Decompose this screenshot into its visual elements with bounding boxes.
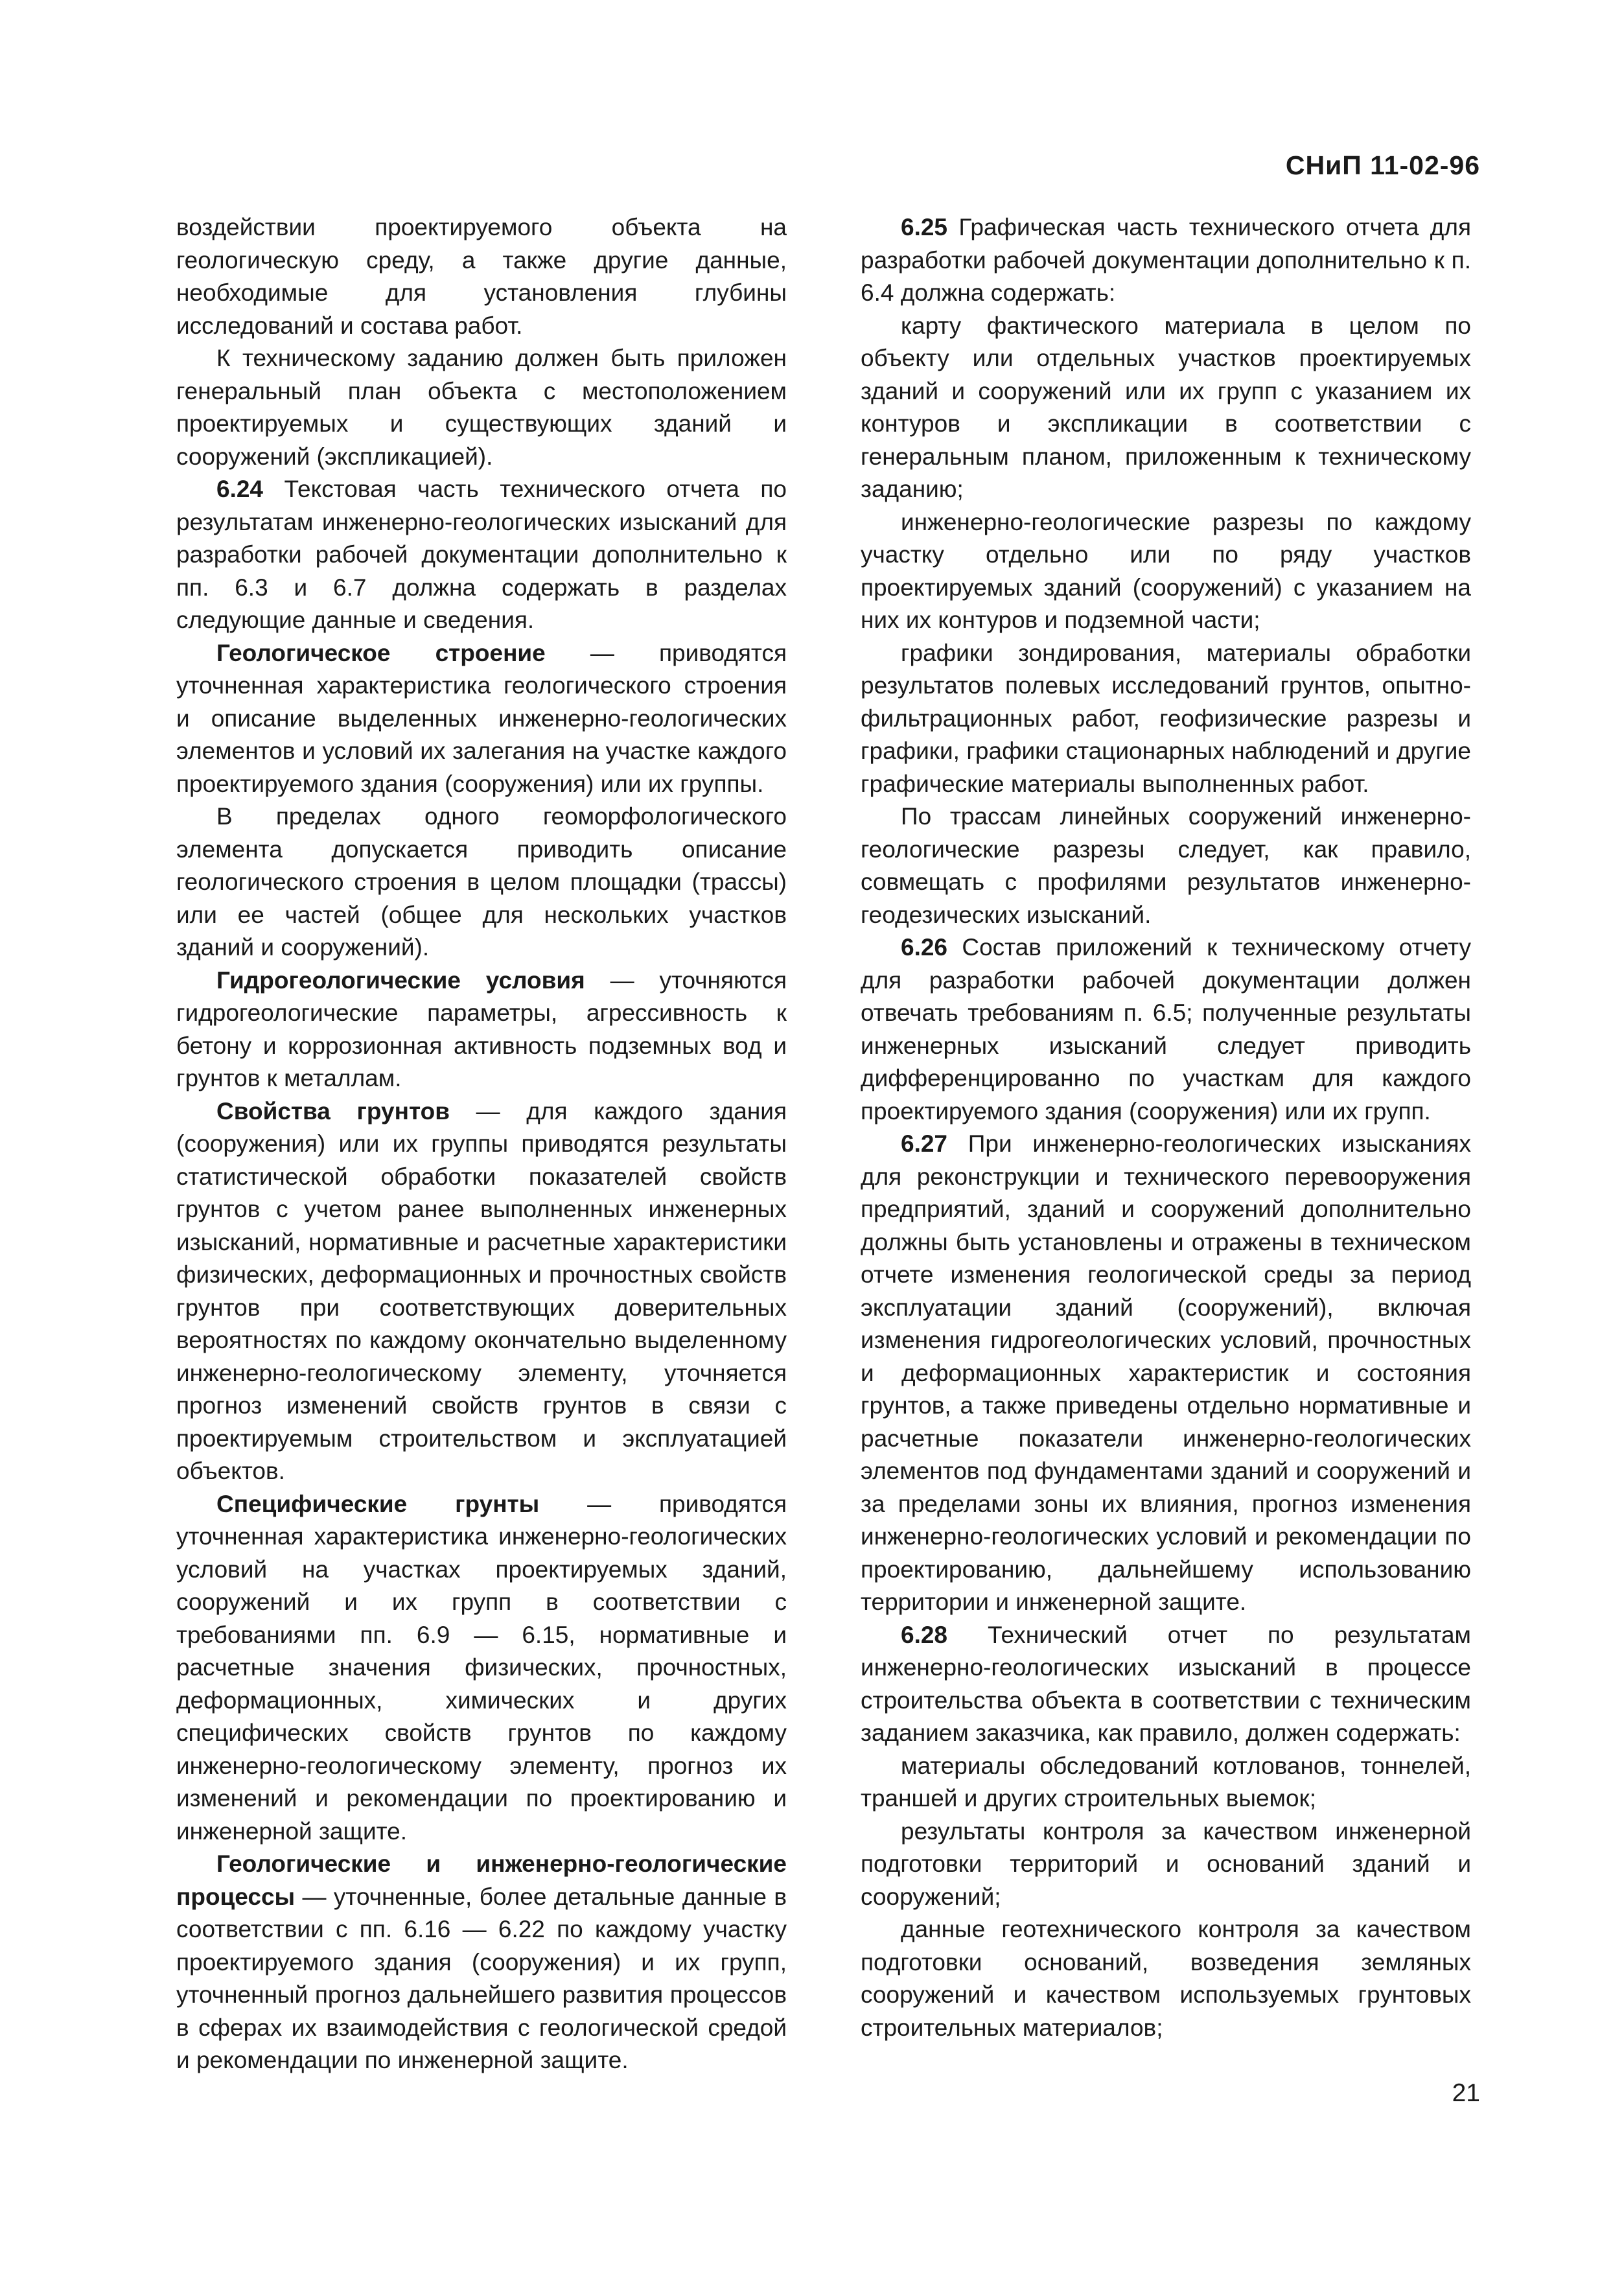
- clause-number: 6.25: [901, 214, 948, 240]
- paragraph: воздействии проектируемого объекта на геологическую среду, а также другие данные, необходимые для установления глубины исследований и состава работ.: [176, 214, 787, 339]
- left-column: [176, 211, 787, 2077]
- clause-number: 6.26: [901, 934, 948, 961]
- paragraph: По трассам линейных сооружений инженерно-геологические разрезы следует, как правило, совмещать с профилями результатов инженерно-геодезических изысканий.: [861, 803, 1471, 928]
- clause-6-28: 6.28 Технический отчет по результатам инженерно-геологических изысканий в процессе строительства объекта в соответствии с техническим заданием заказчика, как правило, должен содержать:: [861, 1621, 1471, 1746]
- list-item: результаты контроля за качеством инженерной подготовки территорий и оснований зданий и сооружений;: [861, 1817, 1471, 1910]
- list-item: данные геотехнического контроля за качеством подготовки оснований, возведения земляных сооружений и качеством используемых грунтовых строительных материалов;: [861, 1916, 1471, 2041]
- page-number: 21: [1452, 2079, 1480, 2107]
- clause-6-25: 6.25 Графическая часть технического отчета для разработки рабочей документации дополнительно к п. 6.4 должна содержать:: [861, 214, 1471, 306]
- paragraph: К техническому заданию должен быть приложен генеральный план объекта с местоположением проектируемых и существующих зданий и сооружений (экспликацией).: [176, 345, 787, 470]
- paragraph: В пределах одного геоморфологического элемента допускается приводить описание геологического строения в целом площадки (трассы) или ее частей (общее для нескольких участков зданий и сооружений).: [176, 803, 787, 961]
- clause-number: 6.24: [216, 476, 264, 502]
- section-heading: Геологическое строение: [216, 639, 546, 666]
- section-geological-processes: Геологические и инженерно-геологические процессы — уточненные, более детальные данные в соответствии с пп. 6.16 — 6.22 по каждому участку проектируемого здания (сооружения) и их групп, уточненный прогноз дальнейшего развития процессов в сферах их взаимодействия с геологической средой и рекомендации по инженерной защите.: [176, 1850, 787, 2073]
- section-hydrogeological-conditions: Гидрогеологические условия — уточняются гидрогеологические параметры, агрессивность к бетону и коррозионная активность подземных вод и грунтов к металлам.: [176, 966, 787, 1091]
- list-item: графики зондирования, материалы обработки результатов полевых исследований грунтов, опытно-фильтрационных работ, геофизические разрезы и графики, графики стационарных наблюдений и другие графические материалы выполненных работ.: [861, 639, 1471, 797]
- section-geological-structure: Геологическое строение — приводятся уточненная характеристика геологического строения и описание выделенных инженерно-геологических элементов и условий их залегания на участке каждого проектируемого здания (сооружения) или их группы.: [176, 639, 787, 797]
- list-item: карту фактического материала в целом по объекту или отдельных участков проектируемых зданий и сооружений или их групп с указанием их контуров и экспликации в соответствии с генеральным планом, приложенным к техническому заданию;: [861, 312, 1471, 502]
- clause-6-24: 6.24 Текстовая часть технического отчета по результатам инженерно-геологических изысканий для разработки рабочей документации дополнительно к пп. 6.3 и 6.7 должна содержать в разделах следующие данные и сведения.: [176, 476, 787, 633]
- clause-6-26: 6.26 Состав приложений к техническому отчету для разработки рабочей документации должен отвечать требованиям п. 6.5; полученные результаты инженерных изысканий следует приводить дифференцированно по участкам для каждого проектируемого здания (сооружения) или их групп.: [861, 934, 1471, 1125]
- section-soil-properties: Свойства грунтов — для каждого здания (сооружения) или их группы приводятся результаты статистической обработки показателей свойств грунтов с учетом ранее выполненных инженерных изысканий, нормативные и расчетные характеристики физических, деформационных и прочностных свойств грунтов при соответствующих доверительных вероятностях по каждому окончательно выделенному инженерно-геологическому элементу, уточняется прогноз изменений свойств грунтов в связи с проектируемым строительством и эксплуатацией объектов.: [176, 1097, 787, 1484]
- list-item: инженерно-геологические разрезы по каждому участку отдельно или по ряду участков проектируемых зданий (сооружений) с указанием на них их контуров и подземной части;: [861, 508, 1471, 633]
- right-column: [861, 211, 1471, 2044]
- clause-number: 6.28: [901, 1621, 948, 1648]
- clause-number: 6.27: [901, 1130, 948, 1157]
- clause-6-27: 6.27 При инженерно-геологических изысканиях для реконструкции и технического перевооружения предприятий, зданий и сооружений дополнительно должны быть установлены и отражены в техническом отчете изменения геологической среды за период эксплуатации зданий (сооружений), включая изменения гидрогеологических условий, прочностных и деформационных характеристик и состояния грунтов, а также приведены отдельно нормативные и расчетные показатели инженерно-геологических элементов под фундаментами зданий и сооружений и за пределами зоны их влияния, прогноз изменения инженерно-геологических условий и рекомендации по проектированию, дальнейшему использованию территории и инженерной защите.: [861, 1130, 1471, 1615]
- section-heading: Свойства грунтов: [216, 1097, 450, 1125]
- section-heading: Гидрогеологические условия: [216, 966, 585, 994]
- section-specific-soils: Специфические грунты — приводятся уточненная характеристика инженерно-геологических условий на участках проектируемых зданий, сооружений и их групп в соответствии с требованиями пп. 6.9 — 6.15, нормативные и расчетные значения физических, прочностных, деформационных, химических и других специфических свойств грунтов по каждому инженерно-геологическому элементу, прогноз их изменений и рекомендации по проектированию и инженерной защите.: [176, 1490, 787, 1845]
- section-heading: Геологические и инженерно-геологические процессы: [176, 1850, 787, 1910]
- list-item: материалы обследований котлованов, тоннелей, траншей и других строительных выемок;: [861, 1752, 1471, 1812]
- section-heading: Специфические грунты: [216, 1490, 540, 1517]
- document-code: СНиП 11-02-96: [1285, 150, 1480, 180]
